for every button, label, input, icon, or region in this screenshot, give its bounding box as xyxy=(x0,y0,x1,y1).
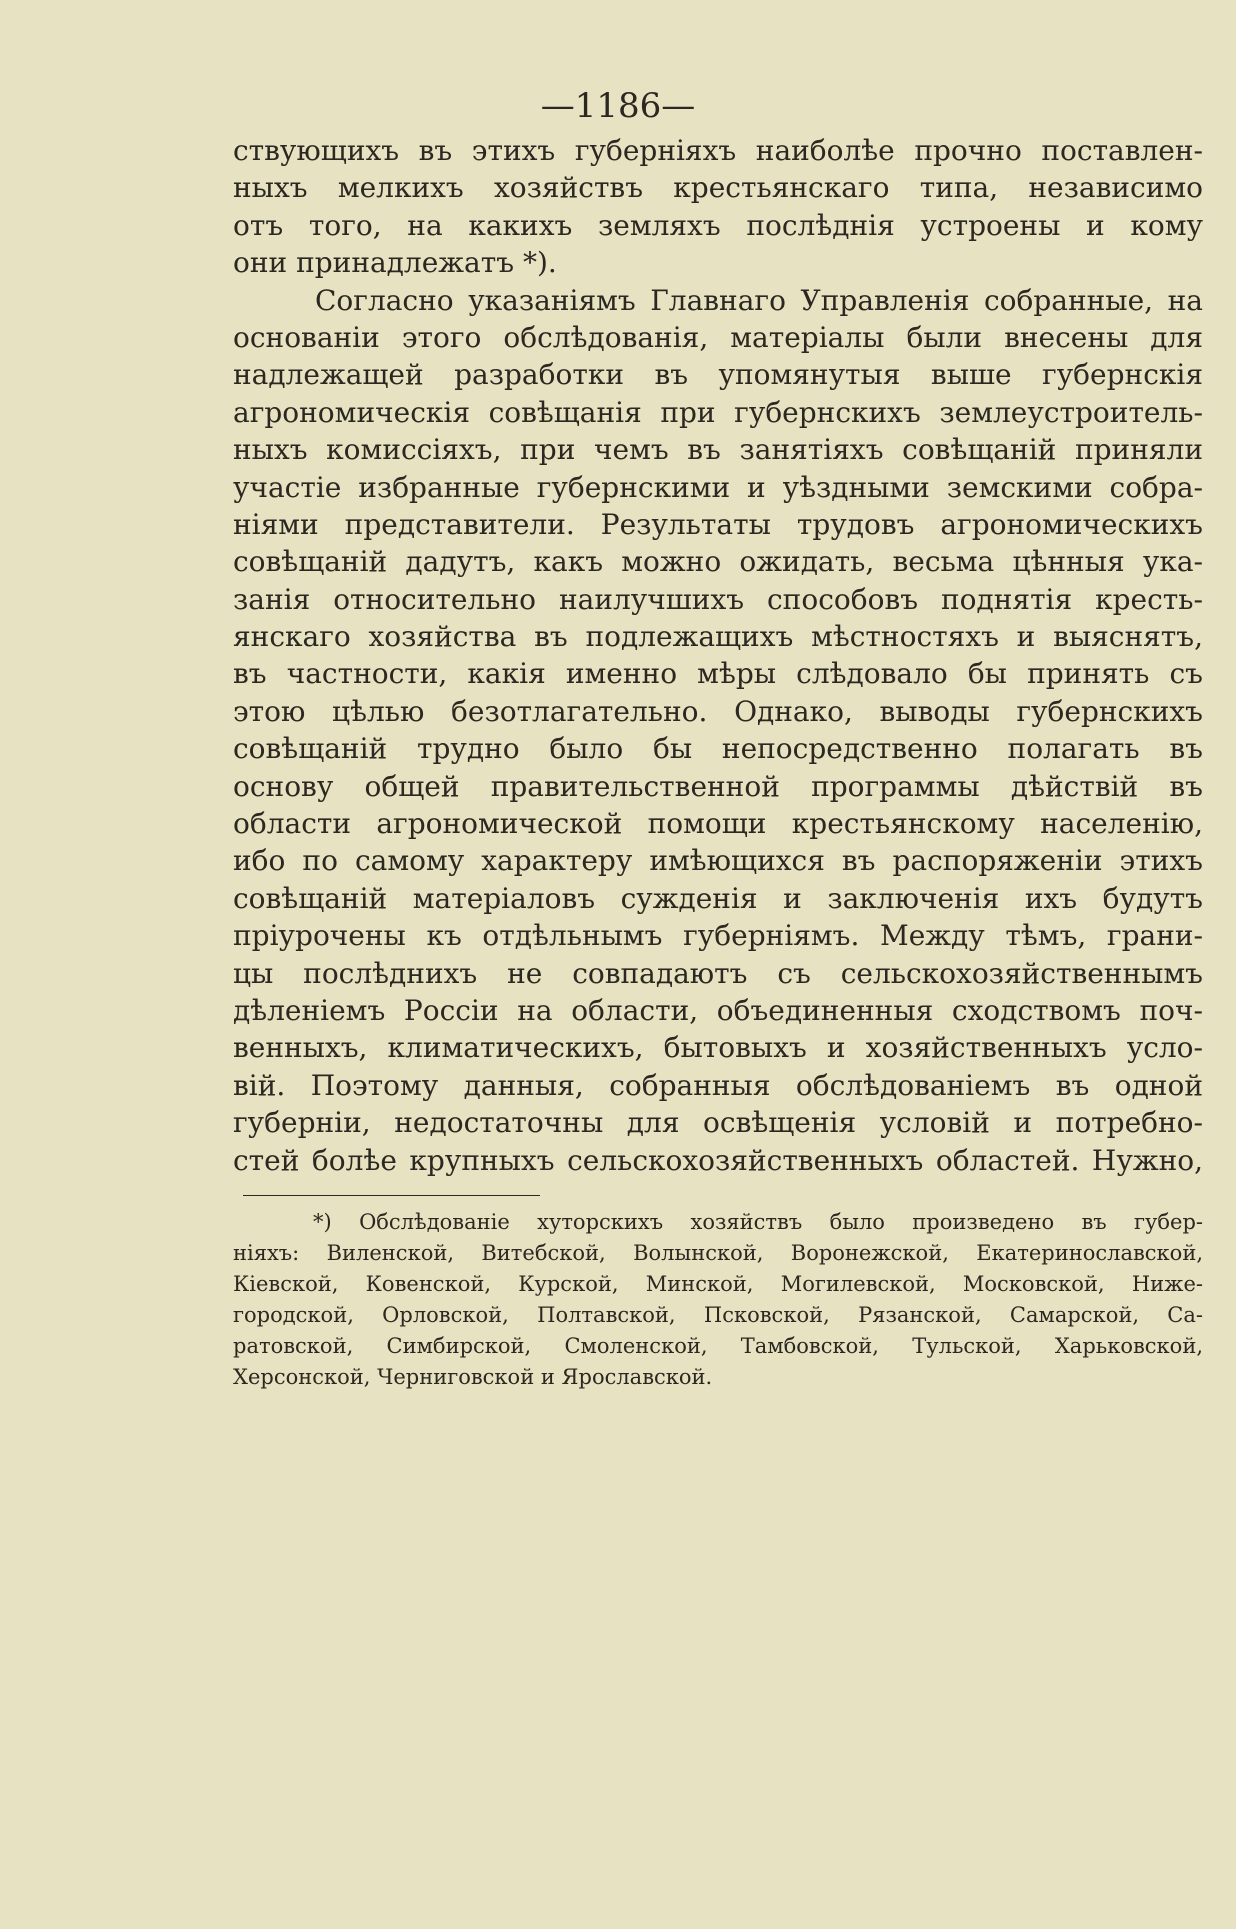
footnote-divider xyxy=(243,1195,540,1196)
body-line: совѣщанiй трудно было бы непосредственно полагать въ xyxy=(233,732,1203,766)
body-line: губернiи, недостаточны для освѣщенiя условiй и потребно- xyxy=(233,1106,1203,1140)
body-line: участiе избранные губернскими и уѣздными земскими собра- xyxy=(233,470,1203,504)
body-line: ствующихъ въ этихъ губернiяхъ наиболѣе прочно поставлен- xyxy=(233,134,1203,167)
body-line: ныхъ комиссiяхъ, при чемъ въ занятiяхъ совѣщанiй приняли xyxy=(233,433,1203,467)
body-line: области агрономической помощи крестьянскому населенiю, xyxy=(233,807,1203,841)
body-line: венныхъ, климатическихъ, бытовыхъ и хозяйственныхъ усло- xyxy=(233,1031,1203,1065)
body-line: совѣщанiй матерiаловъ сужденiя и заключенiя ихъ будутъ xyxy=(233,881,1203,915)
body-line: дѣленiемъ Россiи на области, объединенныя сходствомъ поч- xyxy=(233,993,1203,1027)
body-line: янскаго хозяйства въ подлежащихъ мѣстностяхъ и выяснятъ, xyxy=(233,620,1203,654)
footnote-line: городской, Орловской, Полтавской, Псковской, Рязанской, Самарской, Са- xyxy=(233,1303,1203,1327)
body-line: агрономическiя совѣщанiя при губернскихъ землеустроитель- xyxy=(233,395,1203,429)
body-text xyxy=(233,132,1203,1179)
footnote-line: *) Обслѣдованiе хуторскихъ хозяйствъ было произведено въ губер- xyxy=(313,1210,1203,1234)
body-line: ныхъ мелкихъ хозяйствъ крестьянскаго типа, независимо xyxy=(233,171,1203,205)
body-line: стей болѣе крупныхъ сельскохозяйственныхъ областей. Нужно, xyxy=(233,1143,1203,1177)
body-line: нiями представители. Результаты трудовъ агрономическихъ xyxy=(233,507,1203,541)
body-line: цы послѣднихъ не совпадаютъ съ сельскохозяйственнымъ xyxy=(233,956,1203,990)
body-line: этою цѣлью безотлагательно. Однако, выводы губернскихъ xyxy=(233,694,1203,728)
body-line: ибо по самому характеру имѣющихся въ распоряженiи этихъ xyxy=(233,844,1203,878)
body-line: прiурочены къ отдѣльнымъ губернiямъ. Между тѣмъ, грани- xyxy=(233,919,1203,953)
footnote-line: нiяхъ: Виленской, Витебской, Волынской, Воронежской, Екатеринославской, xyxy=(233,1241,1203,1265)
body-line: отъ того, на какихъ земляхъ послѣднiя устроены и кому xyxy=(233,208,1203,242)
footnote xyxy=(233,1207,1203,1393)
footnote-line: ратовской, Симбирской, Смоленской, Тамбовской, Тульской, Харьковской, xyxy=(233,1334,1203,1358)
page-number: —1186— xyxy=(540,86,696,126)
body-line: они принадлежатъ *). xyxy=(233,246,557,280)
body-line: Согласно указанiямъ Главнаго Управленiя собранные, на xyxy=(315,283,1203,317)
body-line: надлежащей разработки въ упомянутыя выше губернскiя xyxy=(233,358,1203,392)
body-line: въ частности, какiя именно мѣры слѣдовало бы принять съ xyxy=(233,657,1203,691)
body-line: основу общей правительственной программы дѣйствiй въ xyxy=(233,769,1203,803)
body-line: основанiи этого обслѣдованiя, матерiалы были внесены для xyxy=(233,320,1203,354)
body-line: занiя относительно наилучшихъ способовъ поднятiя кресть- xyxy=(233,582,1203,616)
body-line: вiй. Поэтому данныя, собранныя обслѣдованiемъ въ одной xyxy=(233,1068,1203,1102)
body-line: совѣщанiй дадутъ, какъ можно ожидать, весьма цѣнныя ука- xyxy=(233,545,1203,579)
footnote-line: Херсонской, Черниговской и Ярославской. xyxy=(233,1365,713,1389)
footnote-line: Кiевской, Ковенской, Курской, Минской, Могилевской, Московской, Ниже- xyxy=(233,1272,1203,1296)
